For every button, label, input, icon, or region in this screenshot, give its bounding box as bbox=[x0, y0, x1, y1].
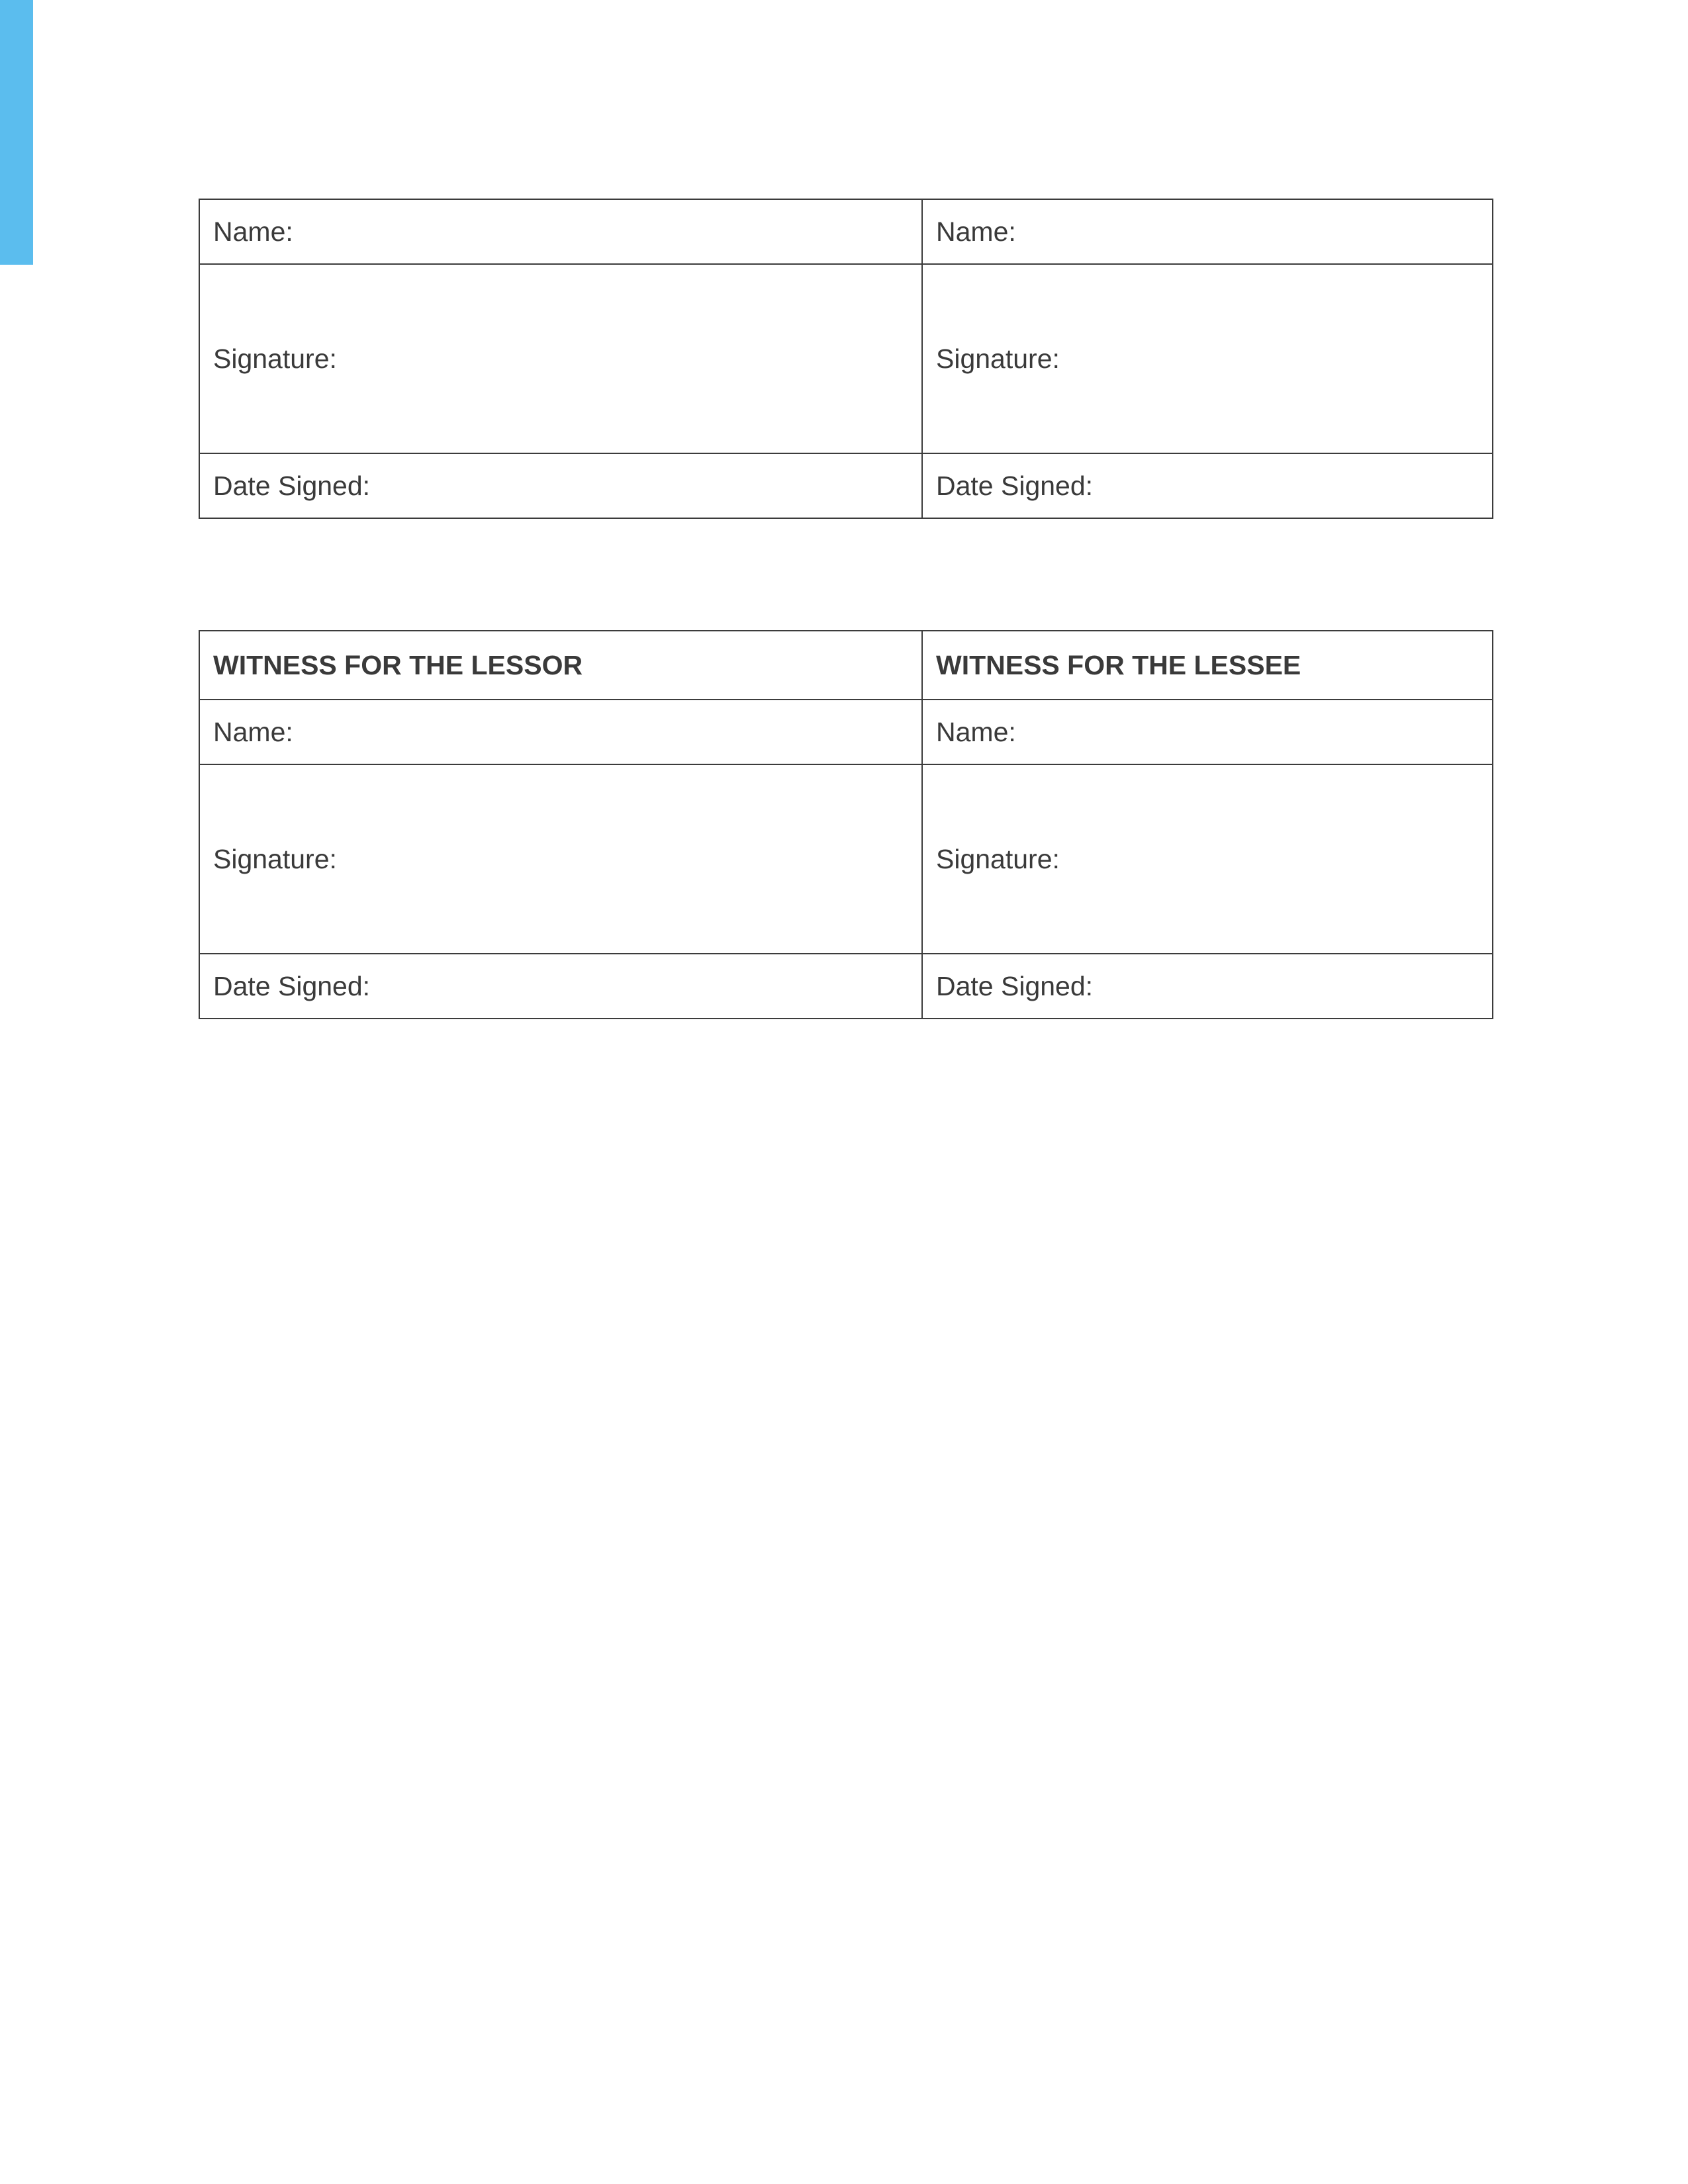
witness-lessee-signature-label: Signature: bbox=[936, 843, 1060, 874]
lessee-signature-label: Signature: bbox=[936, 343, 1060, 374]
witness-lessee-date-label: Date Signed: bbox=[936, 970, 1094, 1001]
witness-lessor-heading-text: WITNESS FOR THE LESSOR bbox=[213, 649, 583, 680]
lessor-date-label: Date Signed: bbox=[213, 470, 371, 501]
parties-name-row bbox=[199, 199, 1493, 264]
witnesses-signature-table bbox=[199, 630, 1493, 1019]
witness-lessor-signature-label: Signature: bbox=[213, 843, 337, 874]
witnesses-signature-row bbox=[199, 764, 1493, 954]
witness-lessee-heading-text: WITNESS FOR THE LESSEE bbox=[936, 649, 1301, 680]
lessor-signature-field[interactable] bbox=[199, 264, 922, 453]
witness-lessee-signature-field[interactable] bbox=[922, 764, 1493, 954]
accent-bar bbox=[0, 0, 33, 265]
lessor-name-label: Name: bbox=[213, 216, 293, 247]
witness-lessor-name-field[interactable] bbox=[199, 700, 922, 764]
witnesses-date-row bbox=[199, 954, 1493, 1019]
witness-lessee-date-field[interactable] bbox=[922, 954, 1493, 1019]
witnesses-name-row bbox=[199, 700, 1493, 764]
lessor-signature-label: Signature: bbox=[213, 343, 337, 374]
witness-lessor-date-field[interactable] bbox=[199, 954, 922, 1019]
witness-lessee-name-field[interactable] bbox=[922, 700, 1493, 764]
witness-lessee-name-label: Name: bbox=[936, 716, 1016, 747]
lessor-date-field[interactable] bbox=[199, 453, 922, 518]
witnesses-heading-row bbox=[199, 631, 1493, 700]
lessee-signature-field[interactable] bbox=[922, 264, 1493, 453]
lessee-name-field[interactable] bbox=[922, 199, 1493, 264]
parties-signature-table bbox=[199, 199, 1493, 519]
parties-signature-row bbox=[199, 264, 1493, 453]
witness-lessee-heading bbox=[922, 631, 1493, 700]
witness-lessor-heading bbox=[199, 631, 922, 700]
lessee-date-field[interactable] bbox=[922, 453, 1493, 518]
parties-date-row bbox=[199, 453, 1493, 518]
lessor-name-field[interactable] bbox=[199, 199, 922, 264]
lessee-name-label: Name: bbox=[936, 216, 1016, 247]
witness-lessor-signature-field[interactable] bbox=[199, 764, 922, 954]
lessee-date-label: Date Signed: bbox=[936, 470, 1094, 501]
witness-lessor-date-label: Date Signed: bbox=[213, 970, 371, 1001]
witness-lessor-name-label: Name: bbox=[213, 716, 293, 747]
